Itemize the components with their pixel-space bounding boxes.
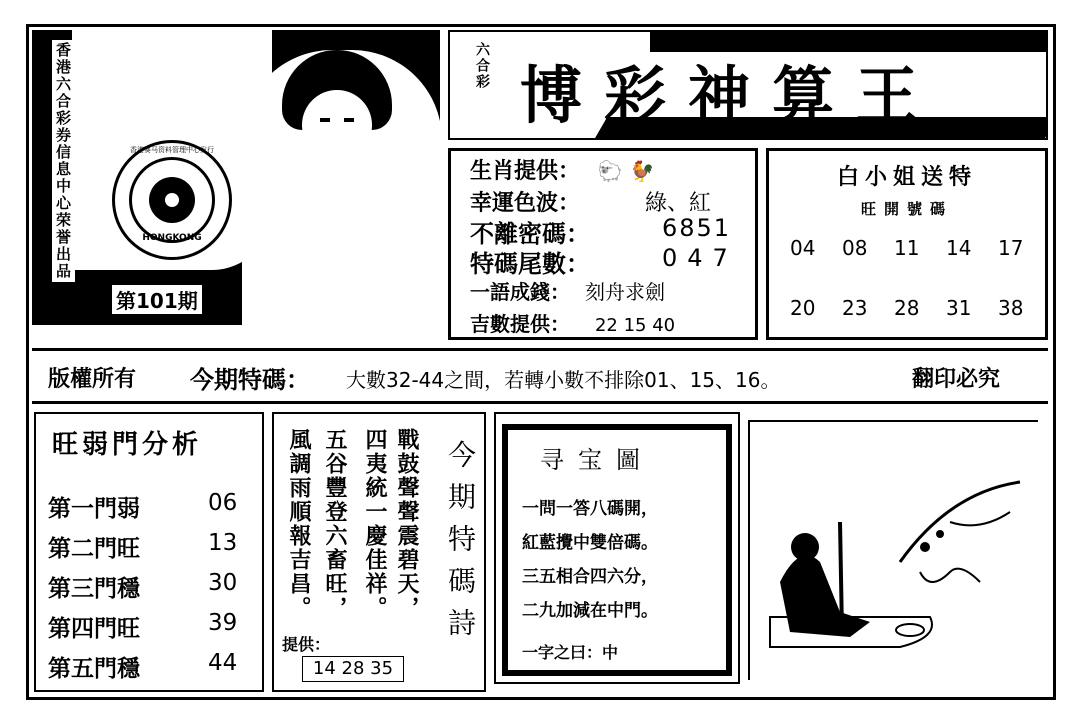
info-value: 6851	[662, 214, 732, 242]
riddle-line: 一問一答八碼開，	[522, 499, 658, 519]
bauhinia-icon	[149, 177, 195, 223]
seal-text: 香港赛马资料管理中心发行	[130, 146, 214, 154]
info-label: 一語成錢：	[470, 280, 570, 304]
riddle-line: 三五相合四六分，	[522, 567, 658, 587]
main-title: 博彩神算王	[520, 59, 941, 132]
special-number: 20	[790, 296, 816, 320]
special-number: 14	[946, 236, 972, 260]
info-value: 047	[662, 244, 738, 272]
info-label: 特碼尾數：	[470, 250, 590, 278]
banner-label: 今期特碼：	[190, 366, 310, 394]
door-row: 第四門旺 39	[48, 610, 238, 642]
special-number: 38	[998, 296, 1024, 320]
info-label: 生肖提供：	[470, 159, 581, 184]
poem-provide-label: 提供：	[282, 635, 331, 654]
special-number: 11	[894, 236, 920, 260]
small-mark: 六合彩	[474, 42, 490, 90]
portrait-face	[302, 90, 372, 160]
portrait-eye-right	[344, 118, 354, 122]
special-number: 23	[842, 296, 868, 320]
photo-panel	[32, 30, 440, 325]
info-row-lucky	[470, 308, 675, 337]
info-row-phrase	[470, 276, 665, 305]
info-row-zodiac	[470, 154, 654, 185]
info-row-tail	[470, 244, 738, 279]
special-number: 17	[998, 236, 1024, 260]
door-row: 第一門弱 06	[48, 490, 238, 522]
riddle-line: 二九加減在中門。	[522, 601, 658, 621]
hongkong-seal	[112, 140, 232, 260]
info-value: 刻舟求劍	[584, 280, 665, 304]
info-label: 吉數提供：	[470, 312, 570, 336]
special-subtitle: 旺開號碼	[860, 200, 953, 218]
info-value: 綠、紅	[645, 191, 712, 216]
special-number: 08	[842, 236, 868, 260]
banner-left: 版權所有	[48, 367, 137, 392]
door-row: 第二門旺 13	[48, 530, 238, 562]
zodiac-icons: 🐑 🐓	[597, 159, 655, 183]
illustration-panel	[748, 420, 1038, 680]
doors-title: 旺弱門分析	[52, 430, 203, 460]
special-number: 28	[894, 296, 920, 320]
poem-column: 五谷豐登六畜旺，	[322, 428, 348, 620]
special-number: 31	[946, 296, 972, 320]
poem-column: 四夷統一慶佳祥。	[362, 428, 388, 620]
seal-label: HONGKONG	[142, 233, 202, 243]
special-number: 04	[790, 236, 816, 260]
portrait-eye-left	[320, 118, 330, 122]
riddle-line: 紅藍攪中雙倍碼。	[522, 533, 658, 553]
riddle-footer: 一字之曰：中	[522, 643, 619, 662]
door-row: 第五門穩 44	[48, 650, 238, 682]
special-title: 白小姐送特	[836, 165, 977, 190]
poem-column: 戰鼓聲聲震碧天，	[394, 428, 420, 620]
side-text: 香港六合彩券信息中心荣誉出品	[52, 40, 75, 282]
door-row: 第三門穩 30	[48, 570, 238, 602]
poem-side-title: 今期特碼詩	[444, 440, 477, 650]
info-value: 22 15 40	[594, 315, 676, 336]
issue-number: 第101期	[112, 285, 202, 314]
sage-illustration	[750, 422, 1038, 680]
info-label: 不離密碼：	[470, 220, 590, 248]
banner-right: 翻印必究	[912, 367, 1001, 392]
poem-column: 風調雨順報吉昌。	[286, 428, 312, 620]
poem-provide-numbers: 14 28 35	[302, 656, 404, 682]
title-banner	[448, 30, 1048, 140]
banner-text: 大數32-44之間，若轉小數不排除01、15、16。	[346, 368, 781, 392]
info-label: 幸運色波：	[470, 191, 581, 216]
info-row-color	[470, 186, 712, 217]
riddle-title: 寻宝圖	[540, 446, 654, 474]
